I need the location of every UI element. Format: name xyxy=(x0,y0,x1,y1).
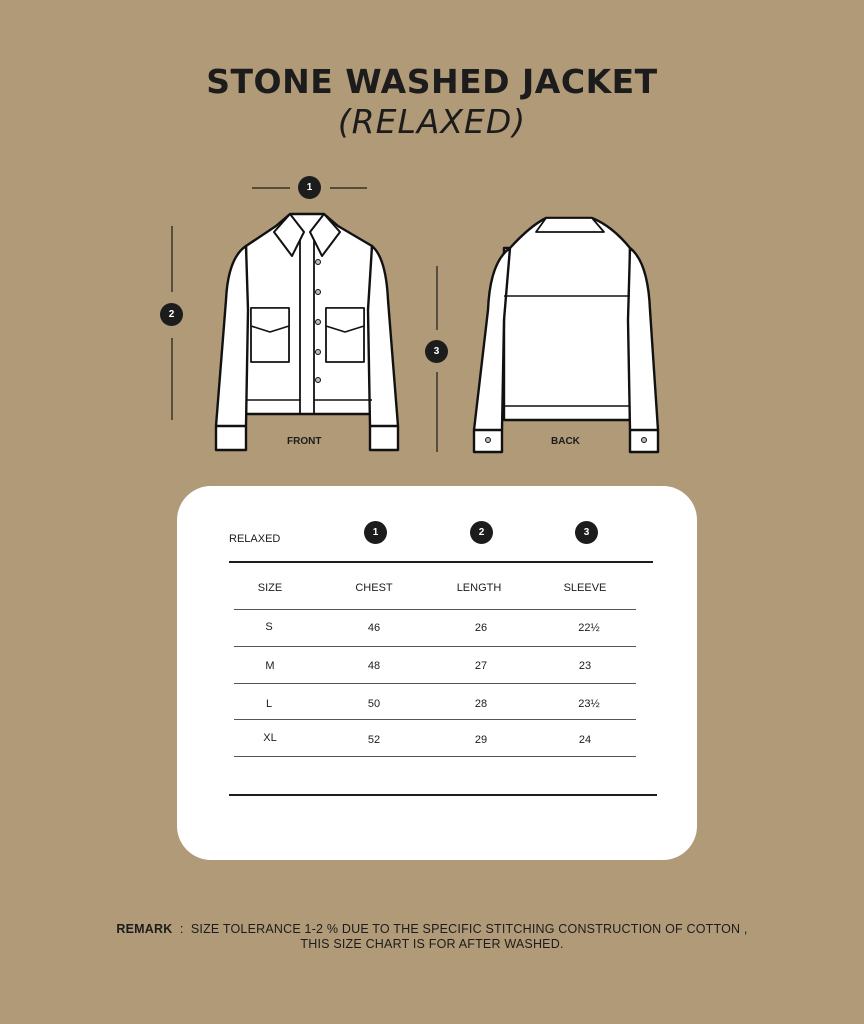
diagram-marker-3: 3 xyxy=(425,340,448,363)
diagram-marker-1: 1 xyxy=(298,176,321,199)
header-chest: CHEST xyxy=(355,582,393,594)
column-marker-sleeve: 3 xyxy=(575,521,598,544)
diagram-marker-2: 2 xyxy=(160,303,183,326)
row-rule xyxy=(234,646,636,647)
column-marker-length: 2 xyxy=(470,521,493,544)
table-cell-size: S xyxy=(265,621,273,633)
table-cell-sleeve: 24 xyxy=(578,734,592,746)
header-size: SIZE xyxy=(257,582,283,594)
row-rule xyxy=(234,683,636,684)
remark-separator: : xyxy=(179,922,184,936)
table-cell-length: 29 xyxy=(474,734,488,746)
table-cell-chest: 52 xyxy=(367,734,381,746)
back-view-label: BACK xyxy=(551,436,580,447)
table-cell-size: M xyxy=(265,660,275,672)
remark-note xyxy=(0,922,864,952)
row-rule xyxy=(234,719,636,720)
table-cell-length: 27 xyxy=(474,660,488,672)
remark-label: REMARK xyxy=(116,922,173,936)
table-cell-chest: 50 xyxy=(367,698,381,710)
back-jacket-drawing xyxy=(474,218,658,452)
table-bottom-rule xyxy=(229,794,657,796)
table-cell-length: 28 xyxy=(474,698,488,710)
table-cell-size: L xyxy=(265,698,273,710)
size-chart-card xyxy=(177,486,697,860)
page-subtitle: (RELAXED) xyxy=(337,102,527,141)
remark-text-2: THIS SIZE CHART IS FOR AFTER WASHED. xyxy=(300,937,564,951)
header-sleeve: SLEEVE xyxy=(563,582,607,594)
fit-label: RELAXED xyxy=(229,533,281,545)
column-marker-chest: 1 xyxy=(364,521,387,544)
table-cell-chest: 48 xyxy=(367,660,381,672)
front-jacket-drawing xyxy=(216,214,398,450)
front-view-label: FRONT xyxy=(287,436,322,447)
table-cell-length: 26 xyxy=(474,622,488,634)
remark-text-1: SIZE TOLERANCE 1-2 % DUE TO THE SPECIFIC STITCHING CONSTRUCTION OF COTTON , xyxy=(190,922,748,936)
header-length: LENGTH xyxy=(456,582,502,594)
table-top-rule xyxy=(229,561,653,563)
jacket-diagram xyxy=(0,0,864,480)
table-cell-sleeve: 23½ xyxy=(578,698,600,710)
page-title: STONE WASHED JACKET xyxy=(206,62,658,101)
table-cell-sleeve: 23 xyxy=(578,660,592,672)
table-cell-chest: 46 xyxy=(367,622,381,634)
header-rule xyxy=(234,609,636,610)
row-rule xyxy=(234,756,636,757)
table-cell-size: XL xyxy=(263,732,277,744)
remark-line-1 xyxy=(0,922,864,937)
table-cell-sleeve: 22½ xyxy=(578,622,600,634)
